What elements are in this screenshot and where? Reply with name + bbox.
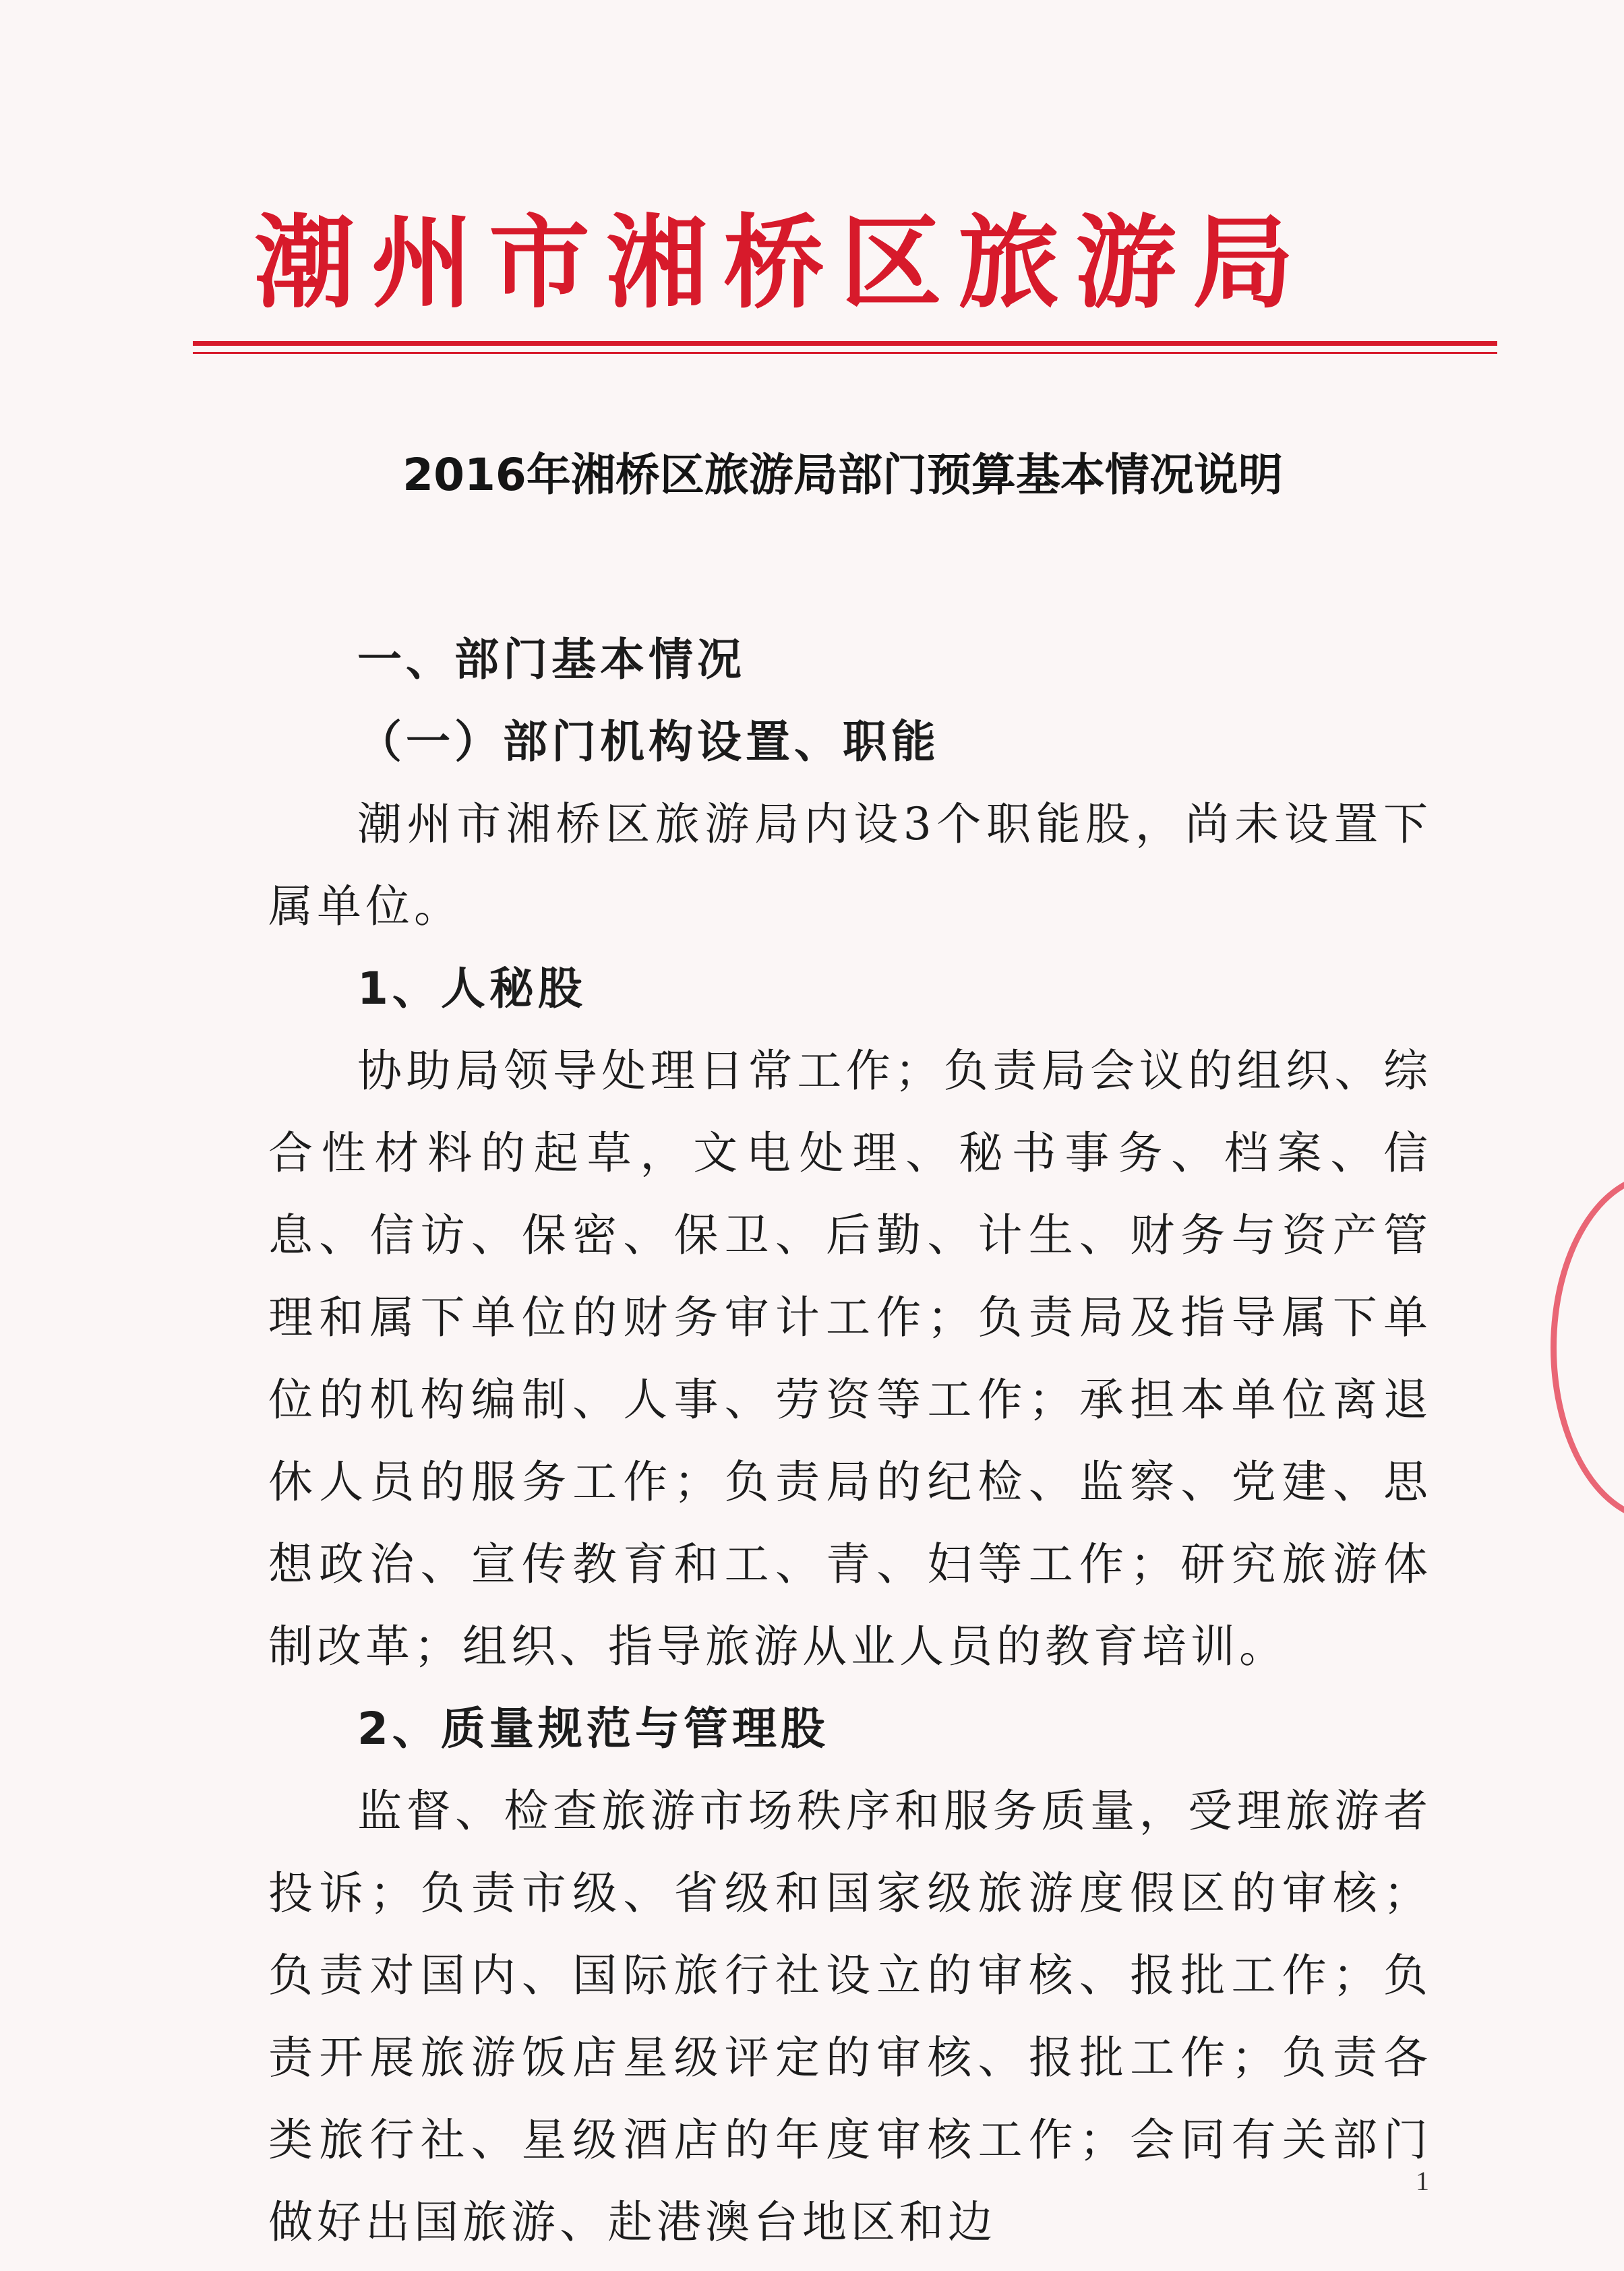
body-paragraph: 监督、检查旅游市场秩序和服务质量，受理旅游者投诉；负责市级、省级和国家级旅游度假区的审核；负责对国内、国际旅行社设立的审核、报批工作；负责开展旅游饭店星级评定的审核、报批工作；负责各类旅行社、星级酒店的年度审核工作；会同有关部门做好出国旅游、赴港澳台地区和边: [268, 1785, 1432, 2248]
section-heading: 一、部门基本情况: [357, 634, 746, 686]
body-paragraph: 潮州市湘桥区旅游局内设3个职能股，尚未设置下属单位。: [268, 798, 1432, 932]
item-heading: 2、质量规范与管理股: [357, 1703, 829, 1755]
official-seal-stamp: [1551, 1173, 1624, 1522]
letterhead-title: 潮州市湘桥区旅游局: [253, 204, 1310, 322]
subsection-heading: （一）部门机构设置、职能: [357, 716, 940, 768]
body-paragraph: 协助局领导处理日常工作；负责局会议的组织、综合性材料的起草，文电处理、秘书事务、档案、信息、信访、保密、保卫、后勤、计生、财务与资产管理和属下单位的财务审计工作；负责局及指导属下单位的机构编制、人事、劳资等工作；承担本单位离退休人员的服务工作；负责局的纪检、监察、党建、思想政治、宣传教育和工、青、妇等工作；研究旅游体制改革；组织、指导旅游从业人员的教育培训。: [268, 1045, 1432, 1672]
item-heading: 1、人秘股: [357, 963, 587, 1015]
page-number: 1: [1416, 2166, 1429, 2196]
document-body: [268, 619, 1432, 2264]
letterhead-rule-thin: [193, 352, 1497, 354]
letterhead-rule-thick: [193, 341, 1497, 346]
document-title: 2016年湘桥区旅游局部门预算基本情况说明: [402, 449, 1283, 501]
